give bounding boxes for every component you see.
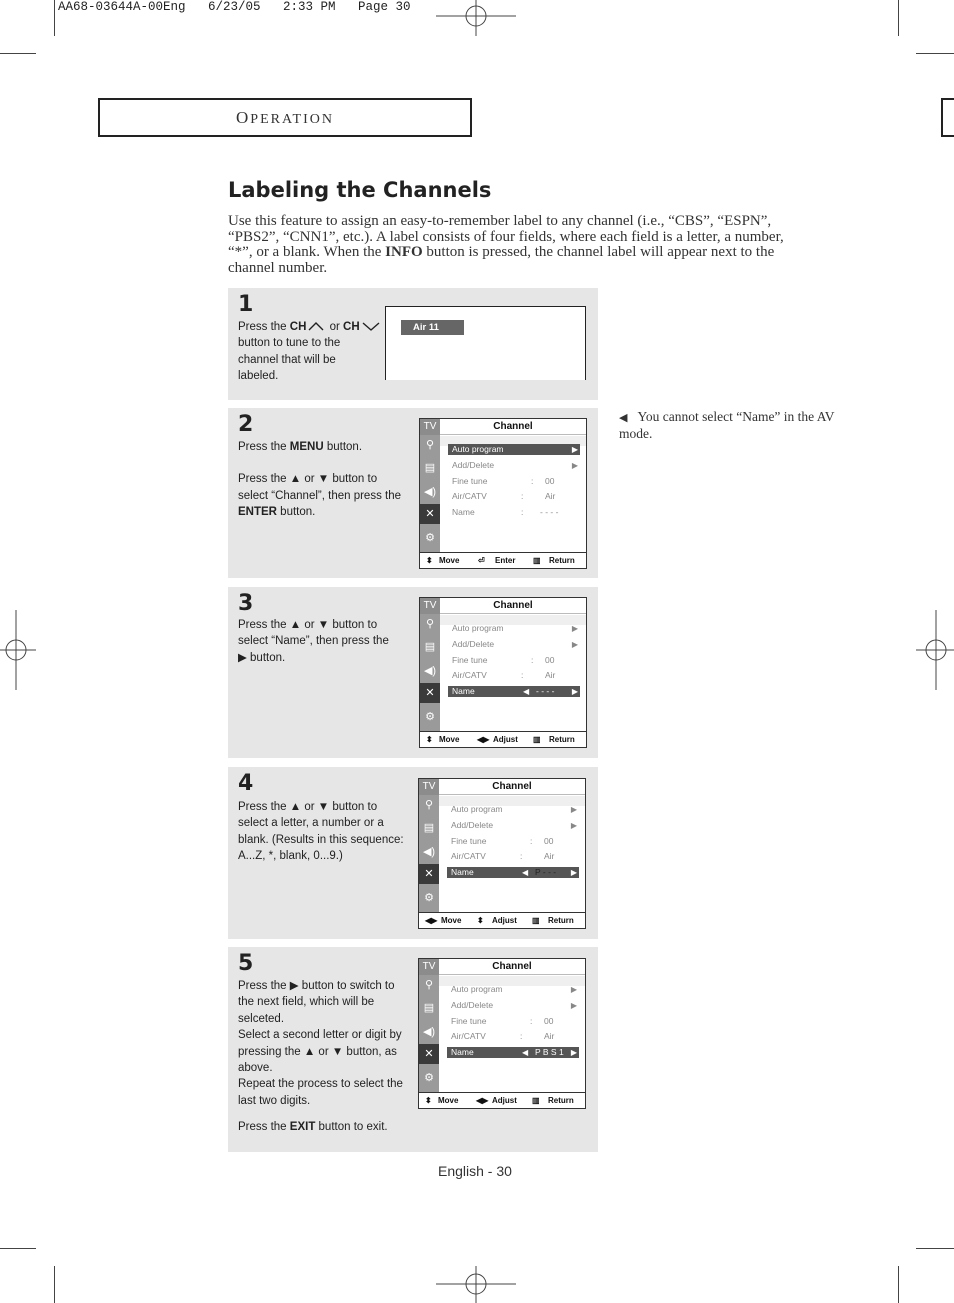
page-title: Labeling the Channels [228, 178, 492, 202]
menu-title: Channel [439, 779, 585, 795]
step-text: Press the ▲ or ▼ button to select “Name”, then press the ▶ button. [238, 619, 389, 664]
move-lr-icon: ◀▶ [425, 916, 438, 925]
crop-mark [54, 0, 55, 36]
menu-item[interactable]: Fine tune : 00 [451, 836, 554, 846]
arrow-left-icon: ◀ [522, 868, 529, 877]
arrow-right-icon: ▶ [570, 1048, 577, 1057]
step-number: 4 [238, 771, 254, 796]
channel-label: Air 11 [401, 320, 464, 335]
step-1 [228, 288, 598, 400]
arrow-right-icon: ▶ [571, 461, 578, 470]
adjust-lr-icon: ◀▶ [476, 1096, 489, 1105]
tv-screen [385, 306, 586, 380]
arrow-right-icon: ▶ [570, 805, 577, 814]
menu-item[interactable]: Name ◀ - - - - ▶ [448, 686, 580, 697]
arrow-right-icon: ▶ [570, 868, 577, 877]
arrow-right-icon: ▶ [570, 985, 577, 994]
arrow-right-icon: ▶ [571, 640, 578, 649]
menu-item[interactable]: Name ◀ P B S 1 ▶ [447, 1047, 579, 1058]
crop-mark [916, 1248, 954, 1249]
tv-icon: TV [420, 419, 440, 435]
antenna-icon: ⚲ [425, 618, 435, 630]
picture-icon: ▤ [424, 462, 436, 474]
menu-footer: ⬍ Move ◀▶ Adjust ▥ Return [419, 1092, 585, 1108]
section-title: OPERATION [236, 108, 334, 127]
step-number: 2 [238, 412, 254, 437]
menu-footer: ⬍ Move ⏎ Enter ▥ Return [420, 552, 586, 568]
arrow-left-icon: ◀ [523, 687, 530, 696]
menu-item[interactable]: Fine tune : 00 [451, 1016, 554, 1026]
picture-icon: ▤ [424, 641, 436, 653]
menu-title: Channel [440, 419, 586, 435]
step-number: 3 [238, 591, 254, 616]
channel-menu-osd [419, 597, 587, 748]
menu-item[interactable]: Add/Delete ▶ [452, 639, 578, 649]
antenna-icon: ⚲ [424, 979, 434, 991]
side-note: ◀ You cannot select “Name” in the AV mode. [619, 409, 835, 441]
menu-item[interactable]: Auto program ▶ [451, 804, 577, 814]
arrow-right-icon: ▶ [570, 1001, 577, 1010]
move-icon: ⬍ [426, 556, 433, 565]
channel-icon: ✕ [420, 683, 440, 703]
channel-menu-osd [418, 958, 586, 1109]
menu-title: Channel [440, 598, 586, 614]
step-number: 5 [238, 951, 254, 976]
crop-mark [898, 1266, 899, 1303]
arrow-right-icon: ▶ [570, 821, 577, 830]
arrow-right-icon: ▶ [571, 624, 578, 633]
setup-icon: ⚙ [425, 532, 435, 544]
adjust-lr-icon: ◀▶ [477, 735, 490, 744]
menu-footer: ◀▶ Move ⬍ Adjust ▥ Return [419, 912, 585, 928]
menu-item[interactable]: Auto program ▶ [452, 623, 578, 633]
menu-item[interactable]: Air/CATV : Air [452, 670, 556, 680]
antenna-icon: ⚲ [425, 439, 435, 451]
menu-item[interactable]: Add/Delete ▶ [452, 460, 578, 470]
adjust-ud-icon: ⬍ [477, 916, 484, 925]
crop-mark [0, 1248, 36, 1249]
step-text: Press the CH or CH button to tune to the channel that will be labeled. [238, 319, 380, 385]
picture-icon: ▤ [423, 1002, 435, 1014]
sound-icon: ◀) [422, 1026, 436, 1038]
menu-title: Channel [439, 959, 585, 975]
menu-item[interactable]: Add/Delete ▶ [451, 1000, 577, 1010]
menu-footer: ⬍ Move ◀▶ Adjust ▥ Return [420, 731, 586, 747]
sound-icon: ◀) [423, 665, 437, 677]
setup-icon: ⚙ [424, 1072, 434, 1084]
step-text: Press the ▲ or ▼ button to select a letter, a number or a blank. (Results in this sequence: A...Z, *, blank, 0...9.) [238, 801, 404, 863]
return-icon: ▥ [532, 1096, 540, 1105]
registration-mark-icon [436, 0, 516, 36]
sound-icon: ◀) [422, 846, 436, 858]
intro-paragraph: Use this feature to assign an easy-to-remember label to any channel (i.e., “CBS”, “ESPN”, “PBS2”, “CNN1”, etc.). A label consists of four fields, where each field is a letter, a number, “*”, or a blank. When the INFO button is pressed, the channel label will appear next to the channel number. [228, 213, 784, 276]
menu-item[interactable]: Air/CATV : Air [452, 491, 556, 501]
arrow-right-icon: ▶ [571, 687, 578, 696]
page-number: English - 30 [438, 1163, 512, 1179]
crop-mark [916, 53, 954, 54]
menu-item[interactable]: Fine tune : 00 [452, 476, 555, 486]
menu-item[interactable]: Auto program ▶ [451, 984, 577, 994]
sound-icon: ◀) [423, 486, 437, 498]
tv-icon: TV [420, 598, 440, 614]
return-icon: ▥ [532, 916, 540, 925]
registration-mark-icon [436, 1266, 516, 1303]
move-icon: ⬍ [425, 1096, 432, 1105]
picture-icon: ▤ [423, 822, 435, 834]
enter-icon: ⏎ [478, 556, 485, 565]
pointer-left-icon: ◀ [619, 412, 628, 424]
menu-item[interactable]: Add/Delete ▶ [451, 820, 577, 830]
registration-mark-icon [0, 610, 36, 690]
registration-mark-icon [916, 610, 954, 690]
return-icon: ▥ [533, 556, 541, 565]
channel-icon: ✕ [419, 864, 439, 884]
antenna-icon: ⚲ [424, 799, 434, 811]
arrow-left-icon: ◀ [522, 1048, 529, 1057]
print-header: AA68-03644A-00Eng 6/23/05 2:33 PM Page 30 [58, 0, 411, 14]
menu-item[interactable]: Name : - - - - [452, 507, 559, 517]
channel-menu-osd [418, 778, 586, 929]
arrow-right-icon: ▶ [571, 445, 578, 454]
setup-icon: ⚙ [425, 711, 435, 723]
chevron-down-icon [362, 322, 380, 331]
menu-item[interactable]: Auto program ▶ [448, 444, 580, 455]
step-text: Press the MENU button. Press the ▲ or ▼ button to select “Channel”, then press the ENTER button. [238, 441, 402, 519]
menu-item[interactable]: Fine tune : 00 [452, 655, 555, 665]
step-number: 1 [238, 292, 254, 317]
menu-item[interactable]: Name ◀ P - - - ▶ [447, 867, 579, 878]
crop-mark [0, 53, 36, 54]
channel-menu-osd [419, 418, 587, 569]
setup-icon: ⚙ [424, 892, 434, 904]
menu-item[interactable]: Air/CATV : Air [451, 851, 555, 861]
chevron-up-icon [308, 322, 324, 331]
tv-icon: TV [419, 779, 439, 795]
move-icon: ⬍ [426, 735, 433, 744]
crop-mark [898, 0, 899, 36]
channel-icon: ✕ [420, 504, 440, 524]
channel-icon: ✕ [419, 1044, 439, 1064]
tv-icon: TV [419, 959, 439, 975]
return-icon: ▥ [533, 735, 541, 744]
crop-mark [54, 1266, 55, 1303]
step-text: Press the ▶ button to switch to the next field, which will be selceted. Select a second letter or digit by pressing the ▲ or ▼ button, as above. Repeat the process to select the last two digits. Press the EXIT button to exit. [238, 980, 403, 1134]
page-tab [941, 98, 954, 137]
menu-item[interactable]: Air/CATV : Air [451, 1031, 555, 1041]
